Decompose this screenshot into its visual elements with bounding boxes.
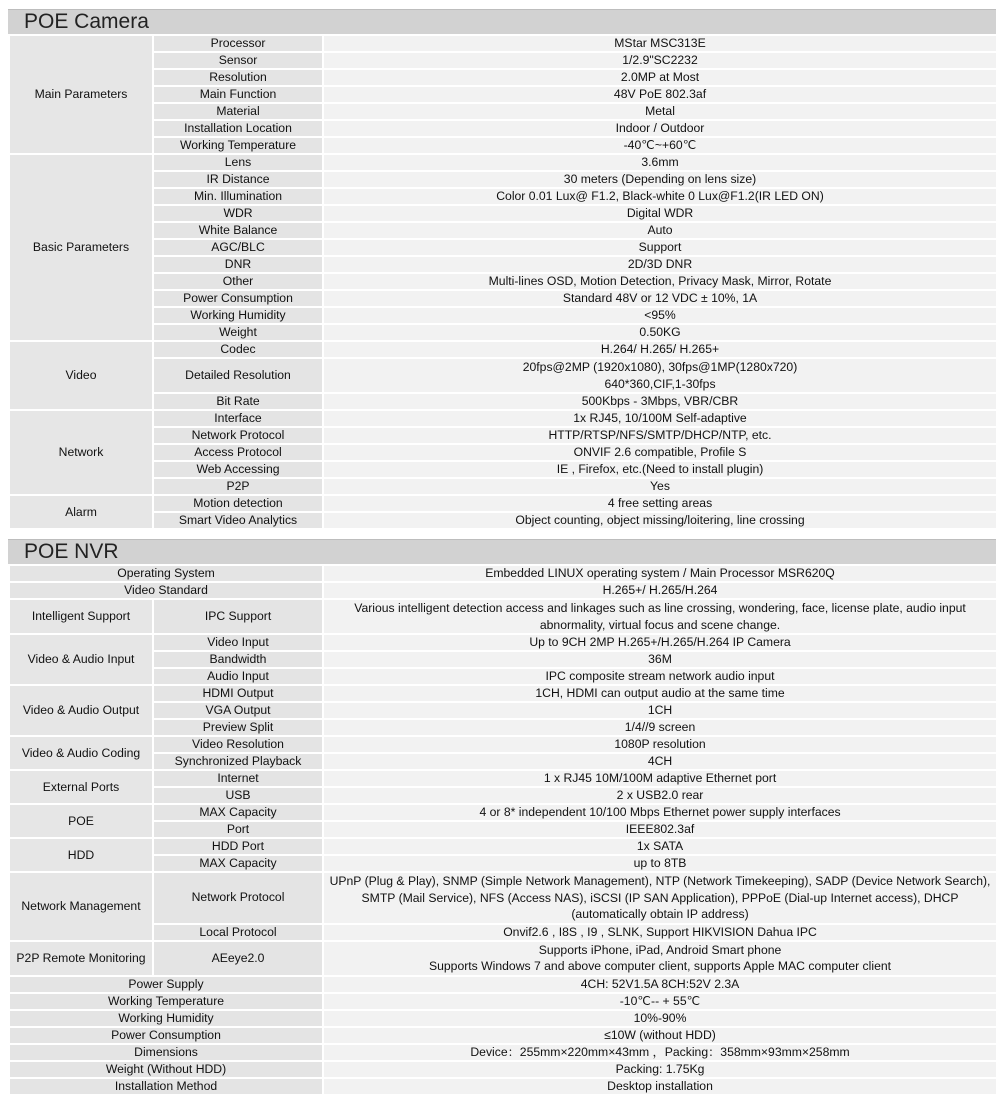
spec-value: IPC composite stream network audio input xyxy=(323,668,997,685)
spec-row xyxy=(9,393,997,410)
spec-value: Embedded LINUX operating system / Main Processor MSR620Q xyxy=(323,565,997,582)
spec-label: Interface xyxy=(153,410,323,427)
spec-value: Color 0.01 Lux@ F1.2, Black-white 0 Lux@F1.2(IR LED ON) xyxy=(323,188,997,205)
spec-value: H.265+/ H.265/H.264 xyxy=(323,582,997,599)
spec-value: Digital WDR xyxy=(323,205,997,222)
group-label: Network Management xyxy=(9,872,153,941)
spec-value: 4 or 8* independent 10/100 Mbps Ethernet power supply interfaces xyxy=(323,804,997,821)
spec-label: Sensor xyxy=(153,52,323,69)
spec-value: Up to 9CH 2MP H.265+/H.265/H.264 IP Camera xyxy=(323,634,997,651)
spec-value: 4 free setting areas xyxy=(323,495,997,512)
spec-value: 4CH: 52V1.5A 8CH:52V 2.3A xyxy=(323,976,997,993)
spec-label: Motion detection xyxy=(153,495,323,512)
spec-label: Main Function xyxy=(153,86,323,103)
spec-row xyxy=(9,634,997,651)
spec-row xyxy=(9,137,997,154)
spec-row xyxy=(9,478,997,495)
spec-label: Installation Method xyxy=(9,1078,323,1095)
spec-value: 2D/3D DNR xyxy=(323,256,997,273)
nvr-spec-table xyxy=(8,564,998,1096)
spec-value: up to 8TB xyxy=(323,855,997,872)
spec-label: AEeye2.0 xyxy=(153,941,323,976)
spec-label: VGA Output xyxy=(153,702,323,719)
spec-value: Packing: 1.75Kg xyxy=(323,1061,997,1078)
spec-row xyxy=(9,993,997,1010)
spec-row xyxy=(9,855,997,872)
spec-label: DNR xyxy=(153,256,323,273)
group-label: Alarm xyxy=(9,495,153,529)
spec-label: Video Input xyxy=(153,634,323,651)
spec-label: MAX Capacity xyxy=(153,804,323,821)
spec-value: Indoor / Outdoor xyxy=(323,120,997,137)
spec-row xyxy=(9,358,997,393)
spec-row xyxy=(9,205,997,222)
spec-label: Working Temperature xyxy=(153,137,323,154)
spec-value: 1x RJ45, 10/100M Self-adaptive xyxy=(323,410,997,427)
spec-label: Port xyxy=(153,821,323,838)
spec-row xyxy=(9,1010,997,1027)
spec-value: -40℃~+60℃ xyxy=(323,137,997,154)
group-label: Video & Audio Output xyxy=(9,685,153,736)
spec-row xyxy=(9,582,997,599)
spec-label: Internet xyxy=(153,770,323,787)
spec-row xyxy=(9,821,997,838)
spec-row xyxy=(9,599,997,634)
spec-value: 1x SATA xyxy=(323,838,997,855)
spec-label: IR Distance xyxy=(153,171,323,188)
spec-value: 10%-90% xyxy=(323,1010,997,1027)
spec-row xyxy=(9,685,997,702)
spec-label: AGC/BLC xyxy=(153,239,323,256)
spec-label: Video Resolution xyxy=(153,736,323,753)
spec-label: Synchronized Playback xyxy=(153,753,323,770)
spec-value: 1/4//9 screen xyxy=(323,719,997,736)
spec-label: Min. Illumination xyxy=(153,188,323,205)
spec-label: IPC Support xyxy=(153,599,323,634)
spec-label: Video Standard xyxy=(9,582,323,599)
spec-value: 500Kbps - 3Mbps, VBR/CBR xyxy=(323,393,997,410)
spec-label: Preview Split xyxy=(153,719,323,736)
spec-row xyxy=(9,1044,997,1061)
spec-row xyxy=(9,324,997,341)
spec-label: Bit Rate xyxy=(153,393,323,410)
spec-value: Multi-lines OSD, Motion Detection, Privacy Mask, Mirror, Rotate xyxy=(323,273,997,290)
spec-row xyxy=(9,154,997,171)
spec-value: 20fps@2MP (1920x1080), 30fps@1MP(1280x720) 640*360,CIF,1-30fps xyxy=(323,358,997,393)
spec-label: Audio Input xyxy=(153,668,323,685)
spec-label: Network Protocol xyxy=(153,872,323,924)
spec-value: <95% xyxy=(323,307,997,324)
camera-spec-table xyxy=(8,34,998,530)
spec-label: Local Protocol xyxy=(153,924,323,941)
group-label: Intelligent Support xyxy=(9,599,153,634)
spec-value: Device：255mm×220mm×43mm ，Packing：358mm×93mm×258mm xyxy=(323,1044,997,1061)
spec-label: Power Consumption xyxy=(153,290,323,307)
spec-value: -10℃-- + 55℃ xyxy=(323,993,997,1010)
spec-label: Codec xyxy=(153,341,323,358)
spec-row xyxy=(9,307,997,324)
spec-label: Working Humidity xyxy=(9,1010,323,1027)
spec-row xyxy=(9,787,997,804)
spec-row xyxy=(9,651,997,668)
spec-value: IEEE802.3af xyxy=(323,821,997,838)
group-label: HDD xyxy=(9,838,153,872)
spec-label: HDMI Output xyxy=(153,685,323,702)
spec-row xyxy=(9,1061,997,1078)
spec-value: 36M xyxy=(323,651,997,668)
spec-label: White Balance xyxy=(153,222,323,239)
spec-label: Working Temperature xyxy=(9,993,323,1010)
spec-row xyxy=(9,461,997,478)
spec-row xyxy=(9,924,997,941)
spec-label: USB xyxy=(153,787,323,804)
spec-row xyxy=(9,35,997,52)
spec-row xyxy=(9,427,997,444)
spec-row xyxy=(9,753,997,770)
spec-row xyxy=(9,719,997,736)
spec-value: Onvif2.6 , I8S , I9 , SLNK, Support HIKVISION Dahua IPC xyxy=(323,924,997,941)
spec-label: Detailed Resolution xyxy=(153,358,323,393)
spec-label: Resolution xyxy=(153,69,323,86)
spec-value: Metal xyxy=(323,103,997,120)
spec-label: Power Supply xyxy=(9,976,323,993)
spec-value: Standard 48V or 12 VDC ± 10%, 1A xyxy=(323,290,997,307)
spec-row xyxy=(9,239,997,256)
spec-value: Desktop installation xyxy=(323,1078,997,1095)
spec-row xyxy=(9,512,997,529)
spec-label: Dimensions xyxy=(9,1044,323,1061)
spec-row xyxy=(9,1078,997,1095)
spec-row xyxy=(9,736,997,753)
group-label: Main Parameters xyxy=(9,35,153,154)
spec-label: Bandwidth xyxy=(153,651,323,668)
spec-label: Processor xyxy=(153,35,323,52)
spec-row xyxy=(9,444,997,461)
spec-row xyxy=(9,171,997,188)
group-label: Video & Audio Input xyxy=(9,634,153,685)
spec-label: Material xyxy=(153,103,323,120)
camera-section-title: POE Camera xyxy=(24,10,149,33)
group-label: P2P Remote Monitoring xyxy=(9,941,153,976)
spec-label: Working Humidity xyxy=(153,307,323,324)
spec-row xyxy=(9,69,997,86)
spec-value: 30 meters (Depending on lens size) xyxy=(323,171,997,188)
spec-label: Network Protocol xyxy=(153,427,323,444)
spec-label: Weight (Without HDD) xyxy=(9,1061,323,1078)
spec-label: HDD Port xyxy=(153,838,323,855)
spec-value: 1CH xyxy=(323,702,997,719)
spec-row xyxy=(9,273,997,290)
spec-row xyxy=(9,1027,997,1044)
spec-row xyxy=(9,838,997,855)
group-label: Video xyxy=(9,341,153,410)
spec-row xyxy=(9,804,997,821)
spec-value: Supports iPhone, iPad, Android Smart phone Supports Windows 7 and above computer client, supports Apple MAC computer client xyxy=(323,941,997,976)
spec-row xyxy=(9,976,997,993)
spec-row xyxy=(9,222,997,239)
spec-value: 2 x USB2.0 rear xyxy=(323,787,997,804)
group-label: Video & Audio Coding xyxy=(9,736,153,770)
spec-row xyxy=(9,770,997,787)
camera-section-header xyxy=(8,9,996,35)
spec-value: ONVIF 2.6 compatible, Profile S xyxy=(323,444,997,461)
spec-row xyxy=(9,256,997,273)
spec-value: MStar MSC313E xyxy=(323,35,997,52)
spec-label: Lens xyxy=(153,154,323,171)
spec-label: Installation Location xyxy=(153,120,323,137)
spec-value: 48V PoE 802.3af xyxy=(323,86,997,103)
spec-label: Smart Video Analytics xyxy=(153,512,323,529)
spec-row xyxy=(9,410,997,427)
spec-value: 1080P resolution xyxy=(323,736,997,753)
spec-label: Web Accessing xyxy=(153,461,323,478)
spec-value: IE , Firefox, etc.(Need to install plugin) xyxy=(323,461,997,478)
nvr-section-header xyxy=(8,539,996,565)
spec-label: Weight xyxy=(153,324,323,341)
spec-value: 1 x RJ45 10M/100M adaptive Ethernet port xyxy=(323,770,997,787)
spec-value: Various intelligent detection access and linkages such as line crossing, wondering, face, license plate, audio input abnormality, virtual focus and scene change. xyxy=(323,599,997,634)
spec-row xyxy=(9,941,997,976)
group-label: Basic Parameters xyxy=(9,154,153,341)
spec-value: Auto xyxy=(323,222,997,239)
spec-row xyxy=(9,872,997,924)
spec-value: 2.0MP at Most xyxy=(323,69,997,86)
spec-value: 4CH xyxy=(323,753,997,770)
spec-row xyxy=(9,52,997,69)
spec-value: 1/2.9"SC2232 xyxy=(323,52,997,69)
spec-row xyxy=(9,668,997,685)
spec-row xyxy=(9,702,997,719)
spec-label: P2P xyxy=(153,478,323,495)
spec-value: ≤10W (without HDD) xyxy=(323,1027,997,1044)
spec-value: Support xyxy=(323,239,997,256)
spec-label: Power Consumption xyxy=(9,1027,323,1044)
spec-value: H.264/ H.265/ H.265+ xyxy=(323,341,997,358)
spec-value: 1CH, HDMI can output audio at the same time xyxy=(323,685,997,702)
spec-label: Access Protocol xyxy=(153,444,323,461)
spec-row xyxy=(9,341,997,358)
group-label: External Ports xyxy=(9,770,153,804)
spec-value: 0.50KG xyxy=(323,324,997,341)
nvr-section-title: POE NVR xyxy=(24,540,119,563)
spec-value: 3.6mm xyxy=(323,154,997,171)
spec-label: WDR xyxy=(153,205,323,222)
spec-row xyxy=(9,495,997,512)
group-label: POE xyxy=(9,804,153,838)
spec-row xyxy=(9,103,997,120)
spec-value: Yes xyxy=(323,478,997,495)
spec-label: Other xyxy=(153,273,323,290)
spec-value: Object counting, object missing/loitering, line crossing xyxy=(323,512,997,529)
spec-value: HTTP/RTSP/NFS/SMTP/DHCP/NTP, etc. xyxy=(323,427,997,444)
group-label: Network xyxy=(9,410,153,495)
spec-row xyxy=(9,565,997,582)
spec-row xyxy=(9,290,997,307)
spec-label: Operating System xyxy=(9,565,323,582)
spec-label: MAX Capacity xyxy=(153,855,323,872)
spec-row xyxy=(9,188,997,205)
spec-row xyxy=(9,120,997,137)
spec-value: UPnP (Plug & Play), SNMP (Simple Network Management), NTP (Network Timekeeping), SADP (Device Network Search), SMTP (Mail Service), NFS (Access NAS), iSCSI (IP SAN Application), PPPoE (Dial-up Internet access), DHCP (automatically obtain IP address) xyxy=(323,872,997,924)
spec-row xyxy=(9,86,997,103)
